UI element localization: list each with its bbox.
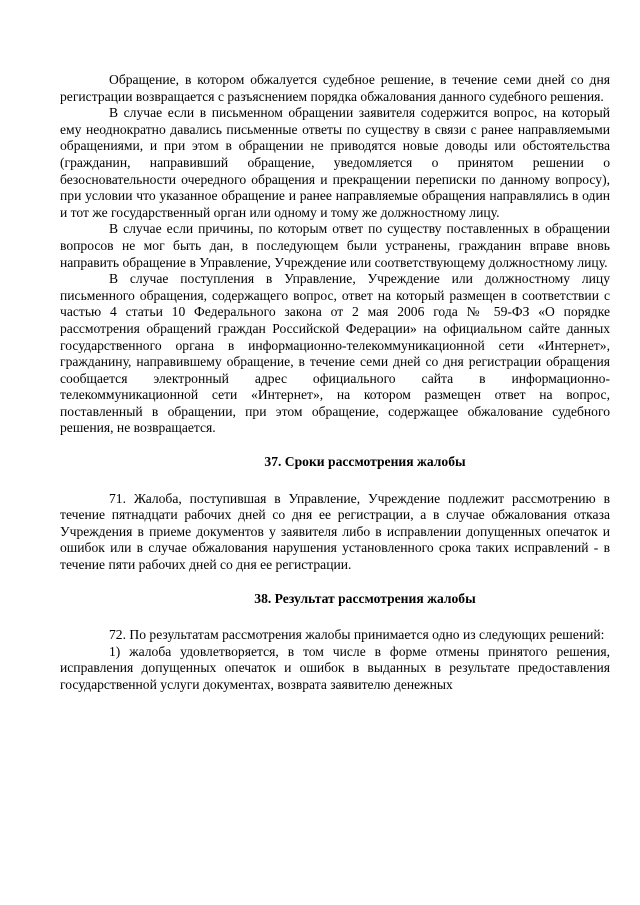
paragraph-answer-published: В случае поступления в Управление, Учреждение или должностному лицу письменного обращения, содержащего вопрос, ответ на который размещен в соответствии с частью 4 статьи 10 Федерального закона от 2 мая 2006 года № 59-ФЗ «О порядке рассмотрения обращений граждан Российской Федерации» на официальном сайте данных государственного органа в информационно-телекоммуникационной сети «Интернет», гражданину, направившему обращение, в течение семи дней со дня регистрации обращения сообщается электронный адрес официального сайта в информационно-телекоммуникационной сети «Интернет», на котором размещен ответ на вопрос, поставленный в обращении, при этом обращение, содержащее обжалование судебного решения, не возвращается. [60,271,610,436]
paragraph-72: 72. По результатам рассмотрения жалобы принимается одно из следующих решений: [109,627,605,643]
section-38-title: 38. Результат рассмотрения жалобы [254,590,476,606]
paragraph-71: 71. Жалоба, поступившая в Управление, Учреждение подлежит рассмотрению в течение пятнадцати рабочих дней со дня ее регистрации, а в случае обжалования отказа Учреждения в приеме документов у заявителя либо в исправлении допущенных опечаток и ошибок или в случае обжалования нарушения установленного срока таких исправлений - в течение пяти рабочих дней со дня ее регистрации. [60,490,610,573]
paragraph-72-item-1: 1) жалоба удовлетворяется, в том числе в форме отмены принятого решения, исправления допущенных опечаток и ошибок в выданных в результате предоставления государственной услуги документах, возврата заявителю денежных [60,643,610,692]
paragraph-court-decision: Обращение, в котором обжалуется судебное решение, в течение семи дней со дня регистрации возвращается с разъяснением порядка обжалования данного судебного решения. [60,72,610,104]
paragraph-reasons-removed: В случае если причины, по которым ответ по существу поставленных в обращении вопросов не мог быть дан, в последующем были устранены, гражданин вправе вновь направить обращение в Управление, Учреждение или соответствующему должностному лицу. [60,221,610,270]
document-page [60,72,610,694]
section-37-title: 37. Сроки рассмотрения жалобы [264,454,466,470]
paragraph-repeated-question: В случае если в письменном обращении заявителя содержится вопрос, на который ему неоднократно давались письменные ответы по существу в связи с ранее направляемыми обращениями, и при этом в обращении не приводятся новые доводы или обстоятельства (гражданин, направивший обращение, уведомляется о принятом решении о безосновательности очередного обращения и прекращении переписки по данному вопросу), при условии что указанное обращение и ранее направляемые обращения направлялись в один и тот же государственный орган или одному и тому же должностному лицу. [60,105,610,220]
